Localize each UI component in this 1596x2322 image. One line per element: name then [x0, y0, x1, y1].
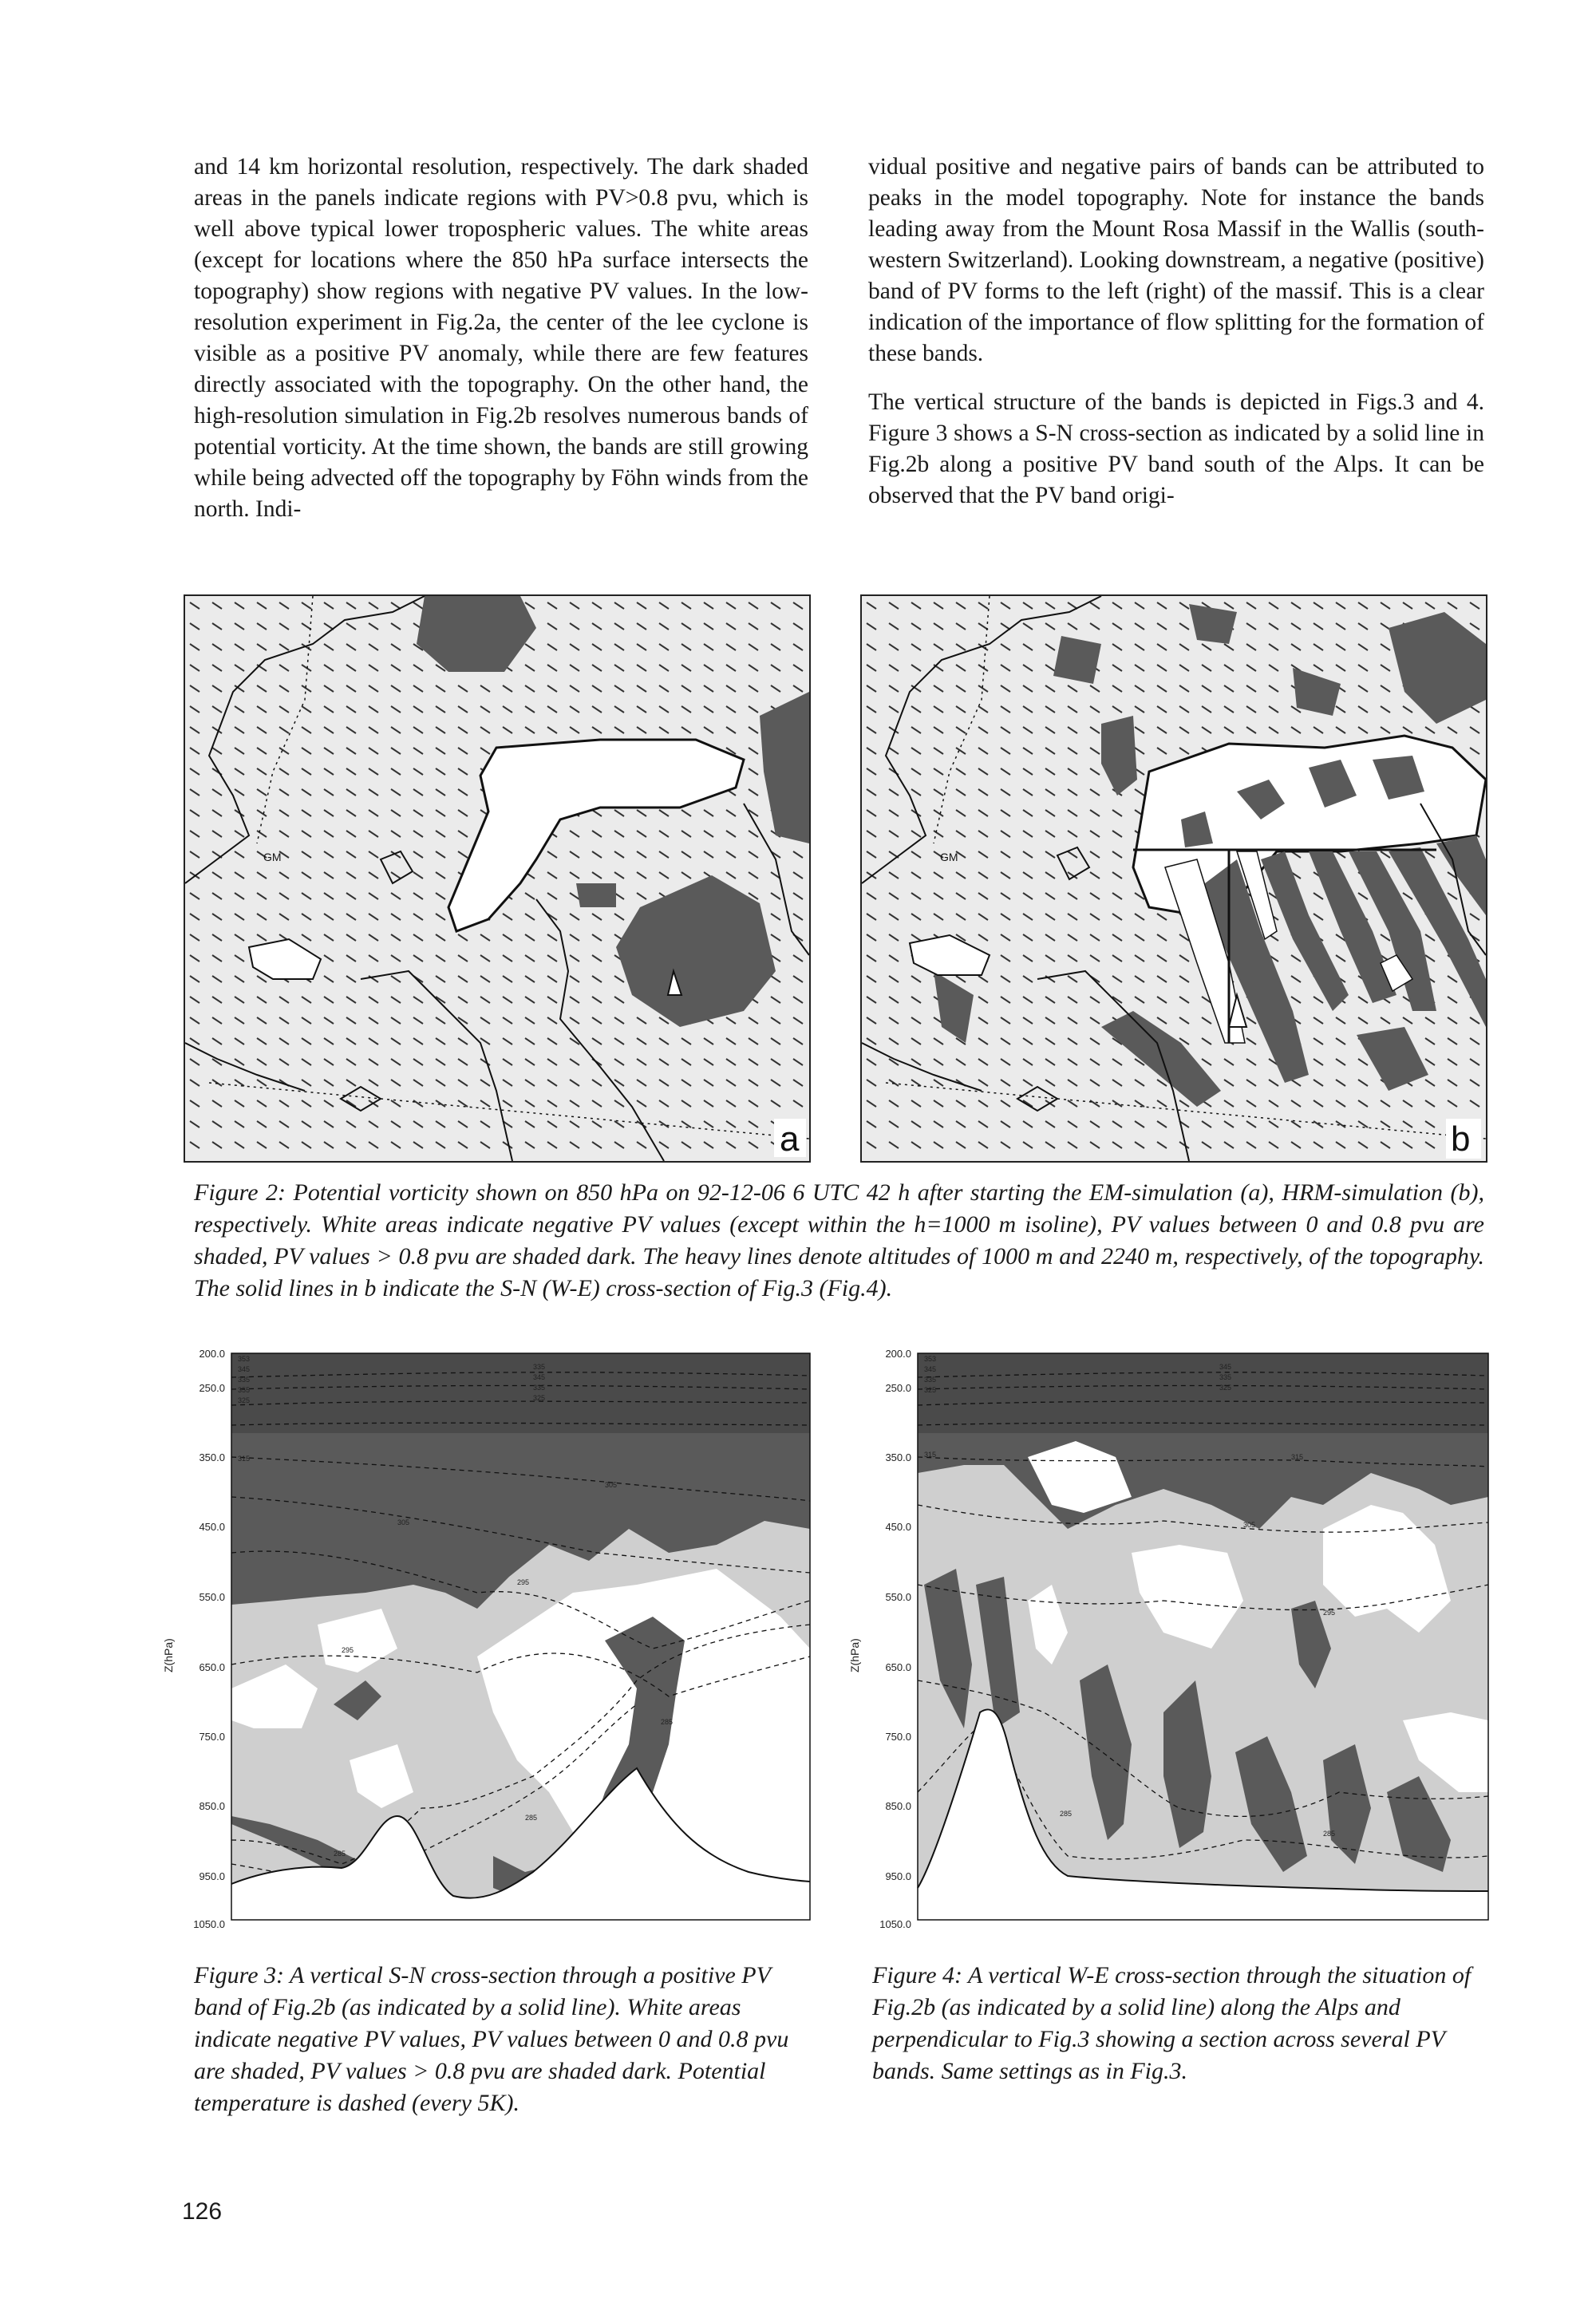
theta-label: 305 [1243, 1521, 1256, 1529]
y-axis-label: Z(hPa) [848, 1638, 861, 1672]
y-tick-label: 200.0 [885, 1348, 911, 1360]
y-tick-label: 850.0 [199, 1800, 225, 1812]
figure-4-cross-section [844, 1345, 1491, 1944]
theta-label: 355 [238, 1386, 251, 1394]
dark-pv-region [918, 1353, 1488, 1433]
theta-label: 315 [924, 1451, 937, 1459]
theta-label: 295 [1323, 1609, 1336, 1617]
theta-label: 345 [924, 1365, 937, 1373]
theta-label: 335 [924, 1376, 937, 1384]
theta-label: 285 [1060, 1810, 1073, 1818]
theta-label: 325 [1219, 1384, 1232, 1392]
plot-area [231, 1353, 810, 1921]
pv-map-a [185, 596, 809, 1161]
theta-label: 295 [517, 1578, 530, 1586]
figure-2-caption: Figure 2: Potential vorticity shown on 850 hPa on 92-12-06 6 UTC 42 h after starting the EM-simulation (a), HRM-simulation (b), respectively. White areas indicate negative PV values (except within the h=1000 m isoline), PV values between 0 and 0.8 pvu are shaded, PV values > 0.8 pvu are shaded dark. The heavy lines denote altitudes of 1000 m and 2240 m, respectively, of the topography. The solid lines in b indicate the S-N (W-E) cross-section of Fig.3 (Fig.4). [194, 1179, 1484, 1301]
theta-label: 335 [238, 1376, 251, 1384]
y-tick-label: 650.0 [885, 1661, 911, 1673]
theta-label: 285 [1323, 1830, 1336, 1838]
y-tick-label: 250.0 [885, 1382, 911, 1394]
figure-2b-map [860, 594, 1487, 1163]
dark-pv-region [1053, 636, 1101, 684]
dark-pv-region [576, 883, 616, 907]
y-tick-label: 650.0 [199, 1661, 225, 1673]
theta-label: 315 [238, 1455, 251, 1463]
figure-3-caption: Figure 3: A vertical S-N cross-section through a positive PV band of Fig.2b (as indicated by a solid line). White areas indicate negative PV values, PV values between 0 and 0.8 pvu are shaded, PV values > 0.8 pvu are shaded dark. Potential temperature is dashed (every 5K). [194, 1962, 789, 2116]
y-tick-label: 1050.0 [193, 1918, 225, 1930]
theta-label: 315 [1291, 1453, 1304, 1461]
y-axis-label: Z(hPa) [162, 1638, 175, 1672]
y-tick-label: 450.0 [199, 1521, 225, 1533]
theta-label: 325 [238, 1396, 251, 1404]
y-tick-label: 350.0 [199, 1451, 225, 1463]
theta-label: 353 [238, 1355, 251, 1363]
theta-label: 353 [924, 1355, 937, 1363]
theta-label: 305 [397, 1518, 410, 1526]
pv-map-b [862, 596, 1486, 1161]
theta-label: 335 [1219, 1373, 1232, 1381]
theta-label: 285 [661, 1718, 674, 1726]
y-tick-label: 450.0 [885, 1521, 911, 1533]
theta-label: 295 [342, 1646, 354, 1654]
theta-label: 335 [533, 1384, 546, 1392]
theta-label: 345 [238, 1365, 251, 1373]
text-column-left [194, 152, 808, 543]
figure-2a-map [184, 594, 811, 1163]
figure-3-cross-section [158, 1345, 820, 1944]
paragraph: vidual positive and negative pairs of bands can be attributed to peaks in the model topography. Note for instance the bands leading away from the Mount Rosa Massif in the Wallis (south-western Switzerland). Looking downstream, a negative (positive) band of PV forms to the left (right) of the massif. This is a clear indication of the importance of flow splitting for the formation of these bands. [868, 154, 1484, 366]
theta-label: 325 [533, 1394, 546, 1402]
y-tick-label: 350.0 [885, 1451, 911, 1463]
y-tick-label: 200.0 [199, 1348, 225, 1360]
y-tick-label: 850.0 [885, 1800, 911, 1812]
y-tick-label: 950.0 [199, 1870, 225, 1882]
y-axis [848, 1348, 911, 1930]
y-tick-label: 1050.0 [879, 1918, 911, 1930]
panel-label-b: b [1451, 1120, 1471, 1159]
marker-gm: GM [263, 851, 282, 863]
theta-label: 285 [525, 1814, 538, 1822]
dark-pv-region [231, 1353, 810, 1433]
theta-label: 305 [605, 1481, 618, 1489]
y-tick-label: 250.0 [199, 1382, 225, 1394]
panel-label-a: a [780, 1120, 800, 1159]
y-tick-label: 550.0 [885, 1591, 911, 1603]
y-tick-label: 950.0 [885, 1870, 911, 1882]
y-tick-label: 750.0 [199, 1731, 225, 1743]
paragraph: The vertical structure of the bands is depicted in Figs.3 and 4. Figure 3 shows a S-N cross-section as indicated by a solid line in Fig.2b along a positive PV band south of the Alps. It can be observed that the PV band origi- [868, 389, 1484, 508]
page-number: 126 [182, 2198, 223, 2225]
cross-section-we [844, 1345, 1491, 1944]
theta-label: 325 [924, 1386, 937, 1394]
paragraph: and 14 km horizontal resolution, respectively. The dark shaded areas in the panels indicate regions with PV>0.8 pvu, which is well above typical lower tropospheric values. The white areas (except for locations where the 850 hPa surface intersects the topography) show regions with negative PV values. In the low-resolution experiment in Fig.2a, the center of the lee cyclone is visible as a positive PV anomaly, while there are few features directly associated with the topography. On the other hand, the high-resolution simulation in Fig.2b resolves numerous bands of potential vorticity. At the time shown, the bands are still growing while being advected off the topography by Föhn winds from the north. Indi- [194, 154, 808, 522]
theta-label: 335 [533, 1363, 546, 1371]
cross-section-sn [158, 1345, 820, 1944]
theta-label: 345 [533, 1373, 546, 1381]
text-column-right [868, 152, 1484, 529]
theta-label: 345 [1219, 1363, 1232, 1371]
marker-gm: GM [940, 851, 958, 863]
y-tick-label: 750.0 [885, 1731, 911, 1743]
plot-area [918, 1353, 1488, 1921]
y-axis [162, 1348, 225, 1930]
figure-4-caption: Figure 4: A vertical W-E cross-section through the situation of Fig.2b (as indicated by a solid line) along the Alps and perpendicular to Fig.3 showing a section across several PV bands. Same settings as in Fig.3. [872, 1962, 1472, 2084]
y-tick-label: 550.0 [199, 1591, 225, 1603]
theta-label: 285 [334, 1850, 346, 1858]
